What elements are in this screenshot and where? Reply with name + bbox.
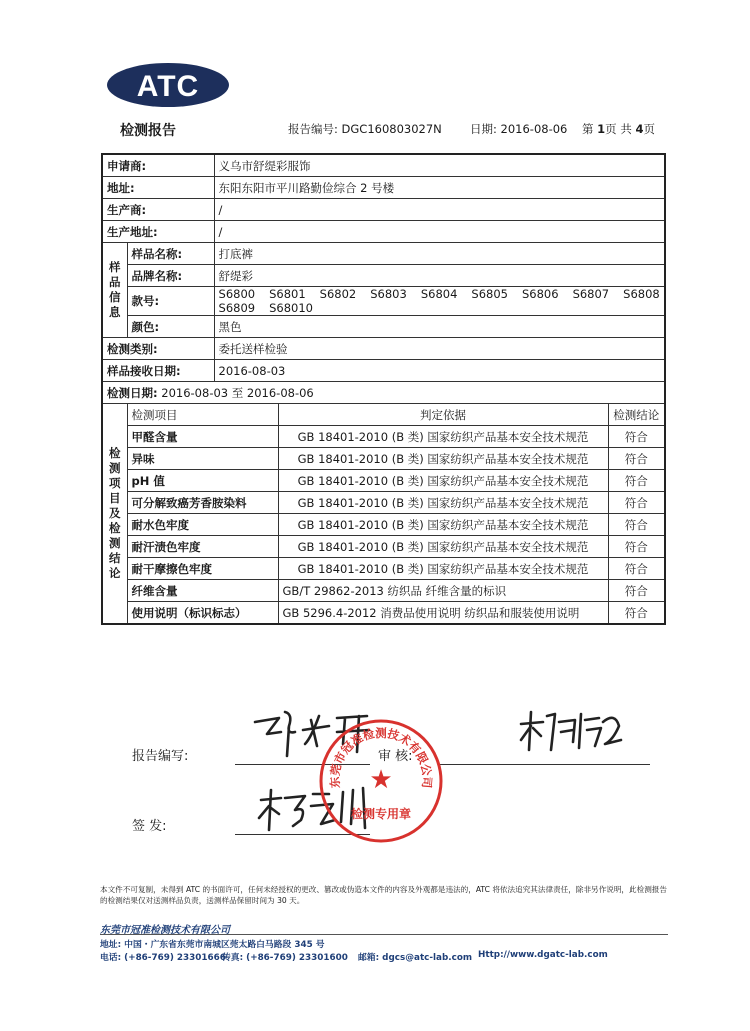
- result-basis: GB/T 29862-2013 纺织品 纤维含量的标识: [278, 580, 608, 602]
- footer-disclaimer: 本文件不可复制，未得到 ATC 的书面许可，任何未经授权的更改、篡改或伪造本文件的内容及外观都是违法的，ATC 将依法追究其法律责任，除非另作说明，此检测报告的检测结果仅对送测样品负责，送测样品保留时间为 30 天。: [100, 885, 667, 905]
- result-row: [102, 602, 665, 625]
- result-row: [102, 558, 665, 580]
- mfr-address-value: /: [214, 221, 665, 243]
- sample-info-group-label: 样 品 信 息: [102, 243, 127, 338]
- model-number: S6801: [269, 287, 306, 301]
- result-conclusion: 符合: [608, 470, 665, 492]
- result-row: [102, 514, 665, 536]
- applicant-label: 申请商:: [102, 154, 214, 177]
- result-conclusion: 符合: [608, 492, 665, 514]
- result-basis: GB 18401-2010 (B 类) 国家纺织产品基本安全技术规范: [278, 470, 608, 492]
- model-number: S6802: [319, 287, 357, 301]
- manufacturer-label: 生产商:: [102, 199, 214, 221]
- atc-logo: [106, 62, 230, 108]
- period-cell: [102, 382, 665, 404]
- footer-email: 邮箱: dgcs@atc-lab.com: [358, 953, 473, 963]
- received-label: 样品接收日期:: [102, 360, 214, 382]
- col-header-item: 检测项目: [127, 404, 278, 426]
- color-label: 颜色:: [127, 316, 214, 338]
- color-value: 黑色: [214, 316, 665, 338]
- received-value: 2016-08-03: [214, 360, 665, 382]
- result-basis: GB 18401-2010 (B 类) 国家纺织产品基本安全技术规范: [278, 448, 608, 470]
- footer-company-name: 东莞市冠准检测技术有限公司: [100, 925, 230, 936]
- model-number: S6803: [370, 287, 407, 301]
- result-item: pH 值: [127, 470, 278, 492]
- address-value: 东阳东阳市平川路勤俭综合 2 号楼: [214, 177, 665, 199]
- result-conclusion: 符合: [608, 536, 665, 558]
- result-basis: GB 18401-2010 (B 类) 国家纺织产品基本安全技术规范: [278, 426, 608, 448]
- brand-value: 舒缇彩: [214, 265, 665, 287]
- reviewer-signature-line: [440, 764, 650, 765]
- sample-name-value: 打底裤: [214, 243, 665, 265]
- category-row: [102, 338, 665, 360]
- result-row: [102, 448, 665, 470]
- brand-row: [102, 265, 665, 287]
- model-number: S6800: [218, 287, 256, 301]
- manufacturer-value: /: [214, 199, 665, 221]
- footer-address: 地址: 中国・广东省东莞市南城区莞太路白马路段 345 号: [100, 940, 325, 950]
- report-number: 报告编号: DGC160803027N: [288, 122, 442, 136]
- period-label: 检测日期:: [107, 385, 158, 400]
- reviewer-signature: [515, 706, 625, 756]
- result-item: 可分解致癌芳香胺染料: [127, 492, 278, 514]
- address-row: [102, 177, 665, 199]
- results-header-row: [102, 404, 665, 426]
- document-title: 检测报告: [120, 123, 176, 139]
- result-basis: GB 18401-2010 (B 类) 国家纺织产品基本安全技术规范: [278, 514, 608, 536]
- result-conclusion: 符合: [608, 426, 665, 448]
- footer-fax: 传真: (+86-769) 23301600: [222, 953, 348, 963]
- manufacturer-row: [102, 199, 665, 221]
- author-label: 报告编写:: [132, 749, 189, 764]
- result-row: [102, 492, 665, 514]
- results-group-label: 检 测 项 目 及 检 测 结 论: [102, 404, 127, 625]
- period-value: 2016-08-03 至 2016-08-06: [161, 385, 314, 400]
- category-label: 检测类别:: [102, 338, 214, 360]
- result-row: [102, 580, 665, 602]
- result-item: 耐汗渍色牢度: [127, 536, 278, 558]
- sample-name-label: 样品名称:: [127, 243, 214, 265]
- col-header-basis: 判定依据: [278, 404, 608, 426]
- result-row: [102, 470, 665, 492]
- svg-text:检测专用章: 检测专用章: [350, 807, 412, 821]
- result-item: 耐干摩擦色牢度: [127, 558, 278, 580]
- color-row: [102, 316, 665, 338]
- applicant-value: 义乌市舒缇彩服饰: [214, 154, 665, 177]
- result-conclusion: 符合: [608, 558, 665, 580]
- result-item: 异味: [127, 448, 278, 470]
- footer-website[interactable]: Http://www.dgatc-lab.com: [478, 950, 608, 960]
- report-table: [101, 153, 666, 625]
- page-indicator: 第 1页 共 4页: [582, 122, 655, 136]
- result-item: 纤维含量: [127, 580, 278, 602]
- sample-name-row: [102, 243, 665, 265]
- footer-phone: 电话: (+86-769) 23301666: [100, 953, 226, 963]
- model-number: S6807: [572, 287, 610, 301]
- company-stamp: [318, 718, 444, 844]
- models-row: [102, 287, 665, 316]
- result-conclusion: 符合: [608, 448, 665, 470]
- reviewer-label: 审 核:: [378, 749, 413, 764]
- col-header-conclusion: 检测结论: [608, 404, 665, 426]
- model-number: S6808: [623, 287, 660, 301]
- result-row: [102, 426, 665, 448]
- category-value: 委托送样检验: [214, 338, 665, 360]
- received-row: [102, 360, 665, 382]
- result-conclusion: 符合: [608, 514, 665, 536]
- address-label: 地址:: [102, 177, 214, 199]
- model-number: S6805: [471, 287, 508, 301]
- applicant-row: [102, 154, 665, 177]
- result-basis: GB 18401-2010 (B 类) 国家纺织产品基本安全技术规范: [278, 558, 608, 580]
- result-basis: GB 18401-2010 (B 类) 国家纺织产品基本安全技术规范: [278, 492, 608, 514]
- result-conclusion: 符合: [608, 602, 665, 625]
- result-basis: GB 18401-2010 (B 类) 国家纺织产品基本安全技术规范: [278, 536, 608, 558]
- result-conclusion: 符合: [608, 580, 665, 602]
- svg-text:ATC: ATC: [136, 70, 200, 103]
- result-item: 使用说明（标识标志）: [127, 602, 278, 625]
- mfr-address-label: 生产地址:: [102, 221, 214, 243]
- brand-label: 品牌名称:: [127, 265, 214, 287]
- model-number: S68010: [269, 301, 313, 315]
- report-date: 日期: 2016-08-06: [470, 122, 568, 136]
- models-value: [214, 287, 665, 316]
- result-item: 甲醛含量: [127, 426, 278, 448]
- models-label: 款号:: [127, 287, 214, 316]
- result-item: 耐水色牢度: [127, 514, 278, 536]
- model-number: S6806: [521, 287, 559, 301]
- model-number: S6809: [218, 301, 256, 315]
- mfr-address-row: [102, 221, 665, 243]
- result-basis: GB 5296.4-2012 消费品使用说明 纺织品和服装使用说明: [278, 602, 608, 625]
- result-row: [102, 536, 665, 558]
- model-number: S6804: [420, 287, 458, 301]
- svg-text:★: ★: [369, 765, 393, 795]
- svg-text:东莞市冠准检测技术有限公司: 东莞市冠准检测技术有限公司: [327, 725, 435, 789]
- period-row: [102, 382, 665, 404]
- footer-divider: [100, 934, 668, 935]
- issuer-label: 签 发:: [132, 819, 167, 834]
